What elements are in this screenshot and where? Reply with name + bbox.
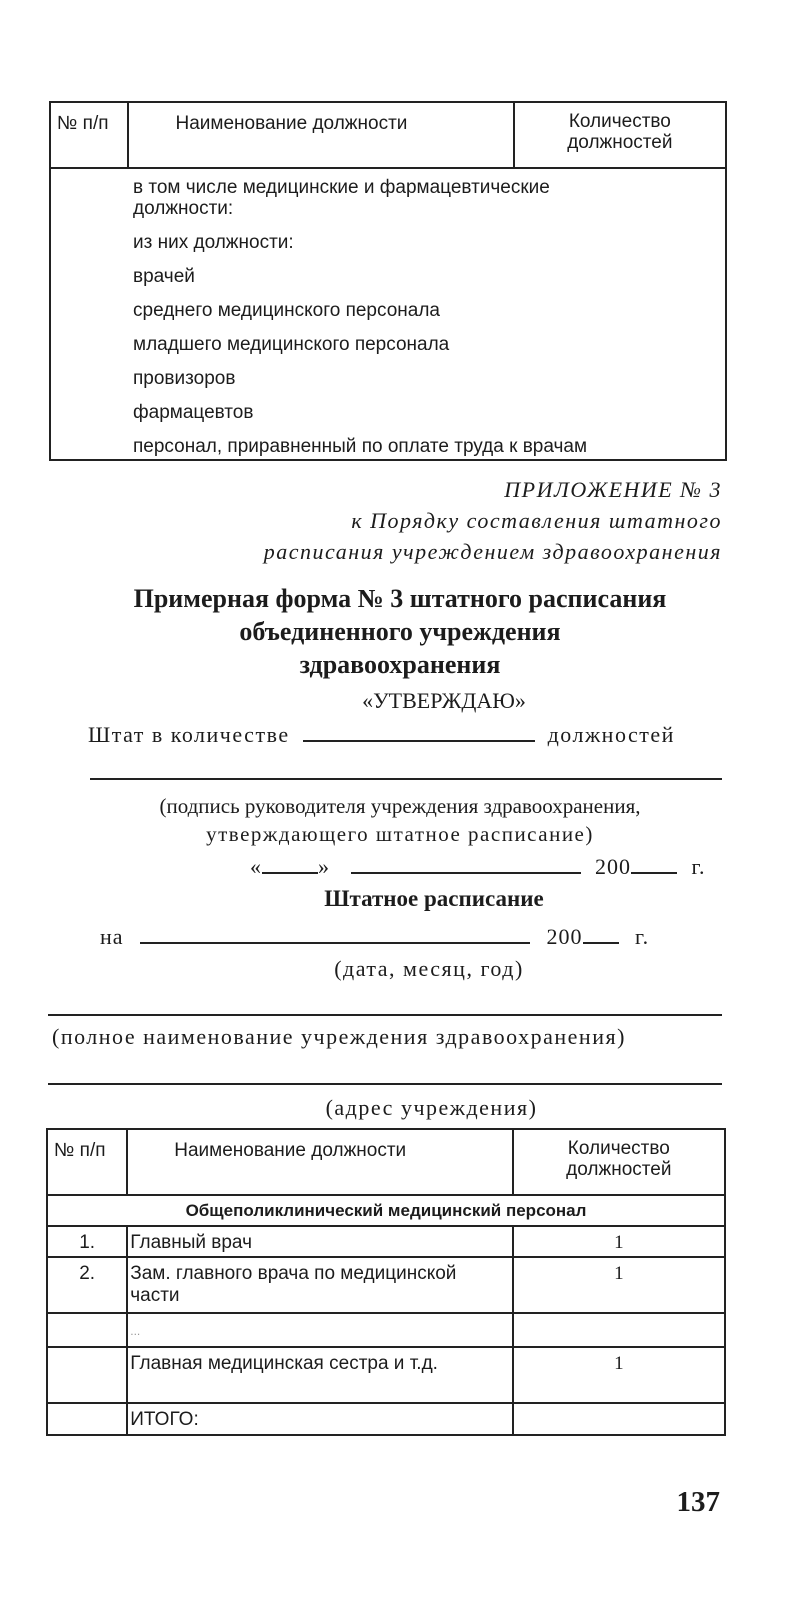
signature-caption-line1: (подпись руководителя учреждения здравоохранения,: [159, 794, 641, 818]
header-quantity: [513, 1129, 725, 1195]
header-quantity-line2: должностей: [566, 1159, 672, 1180]
year-suffix: г.: [691, 854, 706, 879]
row-number: 2.: [47, 1257, 127, 1313]
table-row: [47, 1313, 725, 1347]
summary-line: в том числе медицинские и фармацевтические: [133, 177, 550, 198]
approve-stamp-text: «УТВЕРЖДАЮ»: [362, 688, 526, 713]
schedule-date-blank[interactable]: [140, 942, 530, 944]
staff-prefix: Штат в количестве: [88, 722, 290, 747]
header-number: № п/п: [50, 102, 128, 168]
section-title: Общеполиклинический медицинский персонал: [47, 1195, 725, 1226]
month-blank[interactable]: [351, 872, 581, 874]
year-blank[interactable]: [631, 872, 677, 874]
staff-suffix: должностей: [547, 722, 675, 747]
header-quantity-line1: Количество: [567, 1138, 670, 1159]
table-header-row: [47, 1129, 725, 1195]
header-quantity-line2: должностей: [567, 132, 673, 153]
row-quantity: 1: [513, 1257, 725, 1313]
form-title-line2: объединенного учреждения: [239, 617, 561, 646]
summary-line: из них должности:: [133, 232, 294, 253]
day-blank[interactable]: [262, 872, 318, 874]
appendix-ref-line2: расписания учреждением здравоохранения: [263, 539, 722, 564]
na-year-prefix: 200: [546, 924, 583, 949]
date-caption: (дата, месяц, год): [334, 956, 524, 981]
header-quantity-line1: Количество: [568, 111, 671, 132]
table-row: [47, 1403, 725, 1435]
row-number: [47, 1347, 127, 1403]
table-body-row: [50, 168, 726, 460]
row-quantity: [513, 1313, 725, 1347]
na-prefix: на: [100, 924, 124, 949]
form-title: [60, 582, 740, 681]
header-number: № п/п: [47, 1129, 127, 1195]
row-position: Зам. главного врача по медицинской части: [127, 1257, 512, 1313]
na-year-suffix: г.: [635, 924, 650, 949]
table-header-row: [50, 102, 726, 168]
page-number: 137: [676, 1486, 720, 1518]
close-quote: »: [318, 854, 330, 879]
row-position: ИТОГО:: [127, 1403, 512, 1435]
header-position-name: Наименование должности: [127, 1129, 512, 1195]
staff-schedule-table: [46, 1128, 726, 1436]
appendix-ref-line1: к Порядку составления штатного: [351, 508, 722, 533]
table-row: [47, 1257, 725, 1313]
header-position-name: Наименование должности: [128, 102, 513, 168]
row-position: Главный врач: [127, 1226, 512, 1257]
row-quantity: [513, 1403, 725, 1435]
year-prefix: 200: [595, 854, 631, 879]
row-position: [127, 1313, 512, 1347]
summary-line: провизоров: [133, 368, 236, 389]
positions-summary-table: [49, 101, 727, 461]
schedule-title: Штатное расписание: [324, 886, 544, 911]
ellipsis-text: ...: [130, 1324, 141, 1338]
approval-date-line: [250, 854, 706, 880]
row-number: 1.: [47, 1226, 127, 1257]
institution-name-blank[interactable]: [48, 1014, 722, 1016]
staff-count-blank[interactable]: [303, 740, 535, 742]
signature-caption: [60, 792, 740, 848]
address-caption: (адрес учреждения): [325, 1095, 538, 1120]
summary-line: персонал, приравненный по оплате труда к врачам: [133, 436, 588, 457]
row-number: [47, 1313, 127, 1347]
row-position: Главная медицинская сестра и т.д.: [127, 1347, 512, 1403]
table-row: [47, 1347, 725, 1403]
address-blank[interactable]: [48, 1083, 722, 1085]
summary-line: фармацевтов: [133, 402, 254, 423]
signature-caption-line2: утверждающего штатное расписание): [206, 822, 594, 846]
signature-blank[interactable]: [90, 778, 722, 780]
header-quantity: [514, 102, 726, 168]
schedule-date-line: [100, 924, 649, 950]
appendix-number: ПРИЛОЖЕНИЕ № 3: [504, 477, 722, 502]
summary-line: врачей: [133, 266, 195, 287]
na-year-blank[interactable]: [583, 942, 619, 944]
form-title-line3: здравоохранения: [299, 650, 501, 679]
section-row: [47, 1195, 725, 1226]
row-quantity: 1: [513, 1347, 725, 1403]
summary-line: должности:: [133, 198, 234, 219]
row-number: [47, 1403, 127, 1435]
summary-line: среднего медицинского персонала: [133, 300, 440, 321]
table-row: [47, 1226, 725, 1257]
open-quote: «: [250, 854, 262, 879]
form-title-line1: Примерная форма № 3 штатного расписания: [133, 584, 667, 613]
staff-count-line: [88, 722, 675, 748]
row-quantity: 1: [513, 1226, 725, 1257]
summary-line: младшего медицинского персонала: [133, 334, 450, 355]
appendix-header: [264, 474, 722, 567]
summary-lines-cell: [50, 168, 726, 460]
institution-caption: (полное наименование учреждения здравоохранения): [52, 1024, 626, 1049]
